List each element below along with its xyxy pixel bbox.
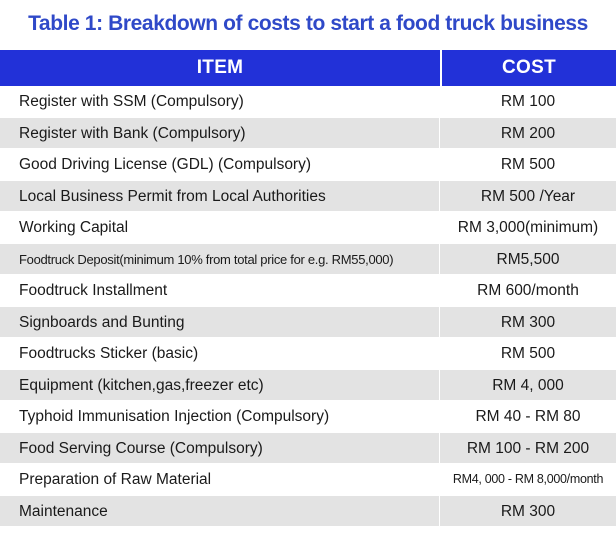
- item-cell: Foodtruck Deposit(minimum 10% from total price for e.g. RM55,000): [0, 244, 440, 275]
- table-row: [0, 149, 616, 181]
- item-cell: Food Serving Course (Compulsory): [0, 433, 440, 464]
- table-header: [0, 50, 616, 86]
- table-row: [0, 401, 616, 433]
- cost-cell: RM 300: [500, 502, 556, 520]
- table-title: Table 1: Breakdown of costs to start a food truck business: [28, 12, 588, 35]
- item-cell: Local Business Permit from Local Authorities: [0, 181, 440, 212]
- item-cell: Foodtrucks Sticker (basic): [0, 338, 440, 369]
- cost-cell: RM 40 - RM 80: [475, 408, 581, 425]
- cost-cell: RM 200: [500, 124, 556, 142]
- cost-column-header: COST: [502, 57, 556, 78]
- cost-cell: RM5,500: [496, 250, 560, 268]
- table-row: [0, 464, 616, 496]
- cost-cell: RM 3,000(minimum): [457, 219, 599, 236]
- cost-cell: RM 500 /Year: [480, 187, 576, 205]
- table-row: [0, 86, 616, 118]
- cost-cell: RM 600/month: [477, 282, 579, 299]
- table-row: [0, 370, 616, 402]
- item-cell: Register with Bank (Compulsory): [0, 118, 440, 149]
- table-row: [0, 433, 616, 465]
- item-cell: Register with SSM (Compulsory): [0, 86, 440, 117]
- cost-cell: RM 500: [500, 345, 556, 362]
- table-row: [0, 181, 616, 213]
- table-row: [0, 307, 616, 339]
- item-cell: Equipment (kitchen,gas,freezer etc): [0, 370, 440, 401]
- table-row: [0, 118, 616, 150]
- item-cell: Foodtruck Installment: [0, 275, 440, 306]
- item-cell: Good Driving License (GDL) (Compulsory): [0, 149, 440, 180]
- table-row: [0, 244, 616, 276]
- item-cell: Typhoid Immunisation Injection (Compulsory): [0, 401, 440, 432]
- cost-cell: RM 500: [500, 156, 556, 173]
- cost-cell: RM 100 - RM 200: [466, 439, 590, 457]
- cost-cell: RM 300: [500, 313, 556, 331]
- table-row: [0, 212, 616, 244]
- table-row: [0, 275, 616, 307]
- item-cell: Preparation of Raw Material: [0, 464, 440, 495]
- table-row: [0, 496, 616, 528]
- cost-cell: RM4, 000 - RM 8,000/month: [452, 472, 604, 486]
- item-cell: Working Capital: [0, 212, 440, 243]
- cost-cell: RM 4, 000: [492, 376, 564, 394]
- item-cell: Maintenance: [0, 496, 440, 527]
- item-cell: Signboards and Bunting: [0, 307, 440, 338]
- cost-cell: RM 100: [500, 93, 556, 110]
- table-row: [0, 338, 616, 370]
- item-column-header: ITEM: [0, 50, 442, 86]
- cost-table: [0, 50, 616, 527]
